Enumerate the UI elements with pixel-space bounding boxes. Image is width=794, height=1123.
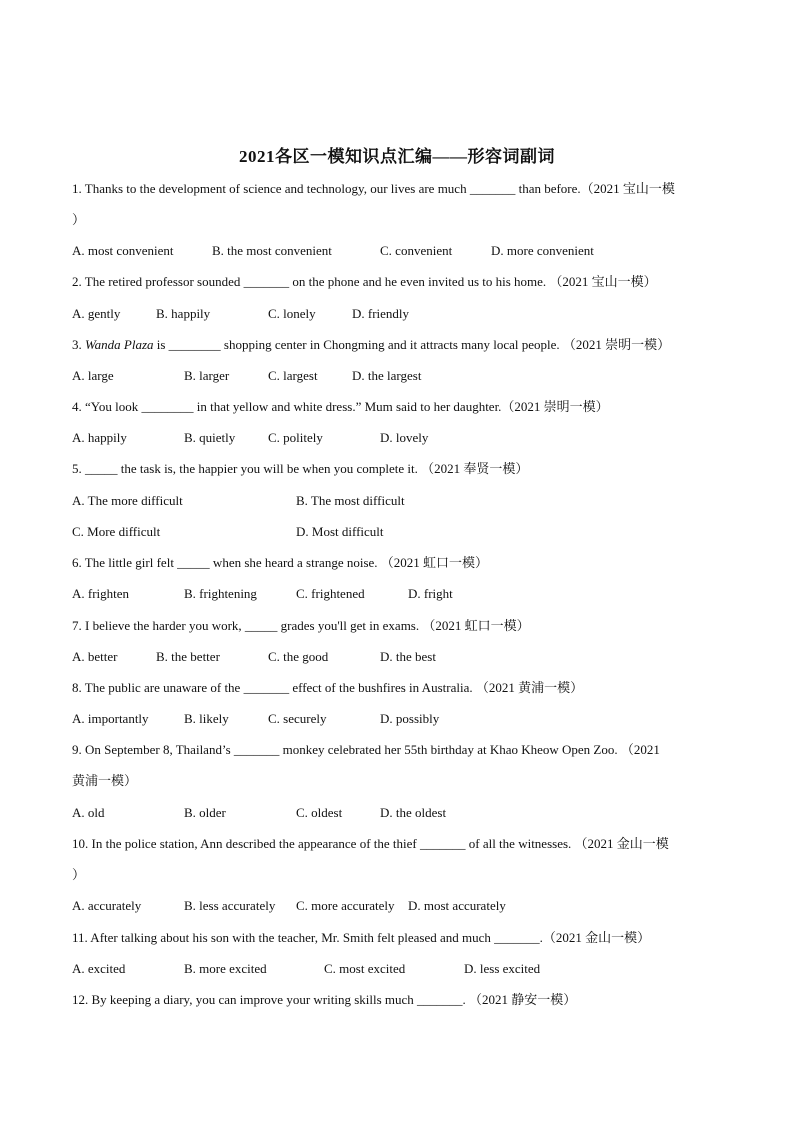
option-b: B. less accurately xyxy=(184,898,276,913)
question-8-text: 8. The public are unaware of the _______ effect of the bushfires in Australia. （2021 黄浦一模） xyxy=(72,680,584,695)
option-b: B. likely xyxy=(184,711,229,726)
question-1-text: 1. Thanks to the development of science and technology, our lives are much _______ than before.（2021 宝山一模 xyxy=(72,181,675,196)
option-c: C. politely xyxy=(268,430,323,445)
option-c: C. convenient xyxy=(380,243,453,258)
option-a: A. gently xyxy=(72,306,121,321)
option-a: A. large xyxy=(72,368,114,383)
option-a: A. The more difficult xyxy=(72,493,183,508)
option-d: D. lovely xyxy=(380,430,429,445)
option-c: C. frightened xyxy=(296,586,365,601)
option-b: B. happily xyxy=(156,306,211,321)
page-title: 2021各区一模知识点汇编——形容词副词 xyxy=(239,147,555,166)
option-c: C. the good xyxy=(268,649,329,664)
question-6-text: 6. The little girl felt _____ when she heard a strange noise. （2021 虹口一模） xyxy=(72,555,489,570)
option-b: B. larger xyxy=(184,368,230,383)
option-b: B. older xyxy=(184,805,226,820)
option-b: B. more excited xyxy=(184,961,267,976)
question-3-italic-name: Wanda Plaza xyxy=(85,337,154,352)
question-10-text-cont: ） xyxy=(72,867,86,882)
question-12-text: 12. By keeping a diary, you can improve your writing skills much _______. （2021 静安一模） xyxy=(72,992,577,1007)
question-3-text xyxy=(72,336,732,354)
option-d: D. friendly xyxy=(352,306,410,321)
option-d: D. Most difficult xyxy=(296,524,384,539)
question-2-text: 2. The retired professor sounded _______ on the phone and he even invited us to his home. （2021 宝山一模） xyxy=(72,274,657,289)
option-a: A. old xyxy=(72,805,105,820)
question-11-text: 11. After talking about his son with the teacher, Mr. Smith felt pleased and much _______.（2021 金山一模） xyxy=(72,930,651,945)
question-10-text: 10. In the police station, Ann described the appearance of the thief _______ of all the witnesses. （2021 金山一模 xyxy=(72,836,669,851)
option-c: C. lonely xyxy=(268,306,316,321)
question-7-text: 7. I believe the harder you work, _____ grades you'll get in exams. （2021 虹口一模） xyxy=(72,618,530,633)
option-b: B. The most difficult xyxy=(296,493,405,508)
question-3-rest: is ________ shopping center in Chongming and it attracts many local people. （2021 崇明一模） xyxy=(153,337,671,352)
option-c: C. more accurately xyxy=(296,898,395,913)
option-d: D. the best xyxy=(380,649,436,664)
option-a: A. importantly xyxy=(72,711,149,726)
question-1-text-cont: ） xyxy=(72,212,86,227)
option-d: D. fright xyxy=(408,586,453,601)
option-a: A. accurately xyxy=(72,898,142,913)
option-b: B. quietly xyxy=(184,430,236,445)
option-c: C. oldest xyxy=(296,805,343,820)
option-c: C. More difficult xyxy=(72,524,161,539)
option-c: C. securely xyxy=(268,711,327,726)
option-d: D. most accurately xyxy=(408,898,506,913)
option-d: D. less excited xyxy=(464,961,541,976)
question-9-text-cont: 黄浦一模） xyxy=(72,773,138,788)
option-d: D. more convenient xyxy=(491,243,594,258)
option-b: B. the better xyxy=(156,649,220,664)
question-4-text: 4. “You look ________ in that yellow and white dress.” Mum said to her daughter.（2021 崇明一模） xyxy=(72,399,609,414)
question-9-text: 9. On September 8, Thailand’s _______ monkey celebrated her 55th birthday at Khao Kheow Open Zoo. （2021 xyxy=(72,742,660,757)
option-b: B. frightening xyxy=(184,586,257,601)
option-c: C. most excited xyxy=(324,961,406,976)
option-d: D. possibly xyxy=(380,711,440,726)
option-b: B. the most convenient xyxy=(212,243,332,258)
option-a: A. happily xyxy=(72,430,127,445)
option-c: C. largest xyxy=(268,368,318,383)
option-a: A. frighten xyxy=(72,586,130,601)
question-5-text: 5. _____ the task is, the happier you will be when you complete it. （2021 奉贤一模） xyxy=(72,461,529,476)
question-3-number: 3. xyxy=(72,337,85,352)
option-a: A. excited xyxy=(72,961,126,976)
option-a: A. better xyxy=(72,649,118,664)
option-d: D. the oldest xyxy=(380,805,447,820)
option-a: A. most convenient xyxy=(72,243,174,258)
option-d: D. the largest xyxy=(352,368,422,383)
